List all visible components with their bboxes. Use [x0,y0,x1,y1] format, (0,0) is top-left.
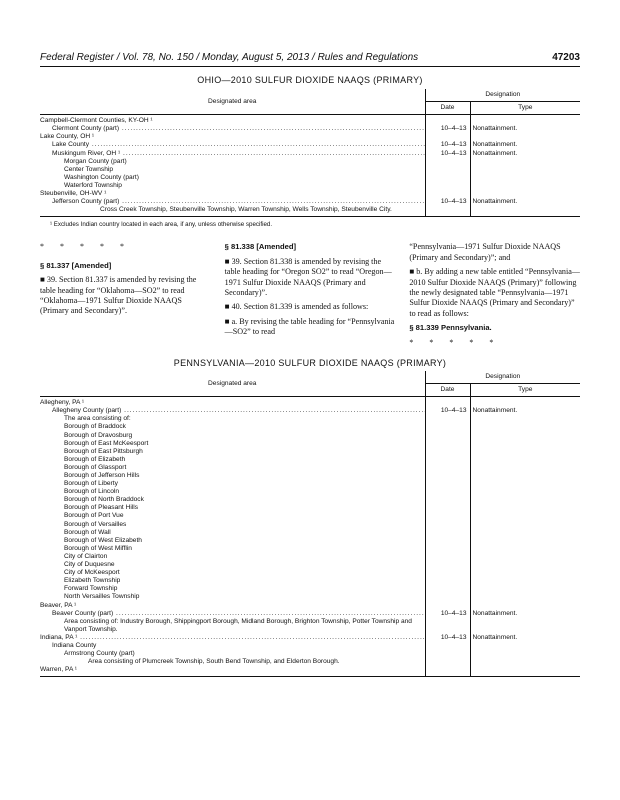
area-text: Area consisting of: Industry Borough, Shippingport Borough, Midland Borough, Brighton Township, Potter Township and Vanport Township. [64,617,412,633]
cell-area [40,432,425,440]
cell-type [470,569,580,577]
cell-area [40,642,425,650]
table-row [40,182,580,190]
cell-type: Nonattainment. [472,125,518,133]
cell-date [425,666,470,677]
table-row [40,602,580,610]
area-text: Allegheny County (part) ..... [52,407,425,414]
area-text: Borough of Pleasant Hills [64,504,139,512]
area-text: Indiana County [52,641,97,649]
cell-type [470,190,580,198]
cell-date: 10–4–13 [425,150,470,158]
cell-type [470,158,580,166]
cell-type [470,397,580,408]
col-header-type: Type [470,102,580,115]
cell-area [40,602,425,610]
cell-type [470,472,580,480]
cell-date [425,158,470,166]
cell-date [425,504,470,512]
cell-type [470,666,580,677]
cell-date [425,440,470,448]
area-text: Borough of Glassport [64,463,127,471]
cell-area [40,456,425,464]
amendment-paragraph: ■ a. By revising the table heading for “Pennsylvania—SO2” to read [224,316,395,337]
cell-type [470,602,580,610]
cell-date: 10–4–13 [425,125,470,133]
cell-area [40,133,425,141]
cell-date: 10–4–13 [425,407,470,415]
cell-type: Nonattainment. [472,633,518,641]
cell-area [40,190,425,198]
cell-date [425,537,470,545]
area-text: Center Township [64,165,113,173]
area-text: Muskingum River, OH ¹ ..... [52,150,425,157]
cell-date [425,115,470,126]
cell-type [470,174,580,182]
area-text: Borough of Dravosburg [64,431,133,439]
col-header-type: Type [470,384,580,397]
cell-area [40,537,425,545]
cell-date [425,397,470,408]
area-text: Borough of East Pittsburgh [64,447,143,455]
table-row [40,397,580,408]
cell-date [425,593,470,601]
table-row [40,642,580,650]
cell-date [425,480,470,488]
area-text: Armstrong County (part) [64,650,135,658]
cell-date [425,512,470,520]
cell-area [40,553,425,561]
cell-area [40,397,425,408]
col-header-designation: Designation [425,371,580,384]
cell-type [470,504,580,512]
table-row [40,569,580,577]
cell-area [40,618,425,634]
cell-date [425,553,470,561]
table-row [40,553,580,561]
cell-area [40,521,425,529]
table-row [40,512,580,520]
cell-area [40,166,425,174]
cell-type [470,545,580,553]
area-text: Borough of Liberty [64,480,118,488]
table-row [40,115,580,126]
area-text: North Versailles Township [64,593,140,601]
text-columns [40,242,580,352]
area-text: Borough of East McKeesport [64,439,149,447]
cell-area [40,610,425,618]
cell-type [470,423,580,431]
pennsylvania-table-body [40,397,580,677]
cell-area [40,158,425,166]
cell-date: 10–4–13 [425,198,470,206]
area-text: Forward Township [64,585,118,593]
amendment-paragraph: ■ 39. Section 81.338 is amended by revising the table heading for “Oregon SO2” to read “Oregon—1971 Sulfur Dioxide NAAQS (Primary and Secondary)”. [224,256,392,297]
area-text: Beaver, PA ¹ [40,601,77,609]
cell-area [40,577,425,585]
cell-type [470,561,580,569]
table-row [40,529,580,537]
cell-date [425,133,470,141]
cell-area [40,496,425,504]
table-row [40,448,580,456]
cell-date [425,166,470,174]
cell-type [470,464,580,472]
cell-type [470,521,580,529]
section-heading-81-338: § 81.338 [Amended] [224,242,296,252]
cell-type [470,488,580,496]
cell-type [470,512,580,520]
col-header-date: Date [425,384,470,397]
table-row [40,545,580,553]
area-text: Borough of West Elizabeth [64,536,142,544]
cell-area [40,480,425,488]
area-text: City of Clairton [64,552,108,560]
cell-date [425,496,470,504]
ellipsis-stars: * * * * * [40,242,131,252]
cell-date [425,432,470,440]
area-text: Borough of North Braddock [64,496,144,504]
cell-date: 10–4–13 [425,634,470,642]
table-row [40,634,580,642]
table-row [40,480,580,488]
cell-date [425,423,470,431]
area-text: Borough of Port Vue [64,512,124,520]
table-row [40,666,580,677]
table-row [40,618,580,634]
area-text: Indiana, PA ¹ ..... [40,634,425,641]
cell-area [40,440,425,448]
cell-area [40,174,425,182]
cell-area [40,658,425,666]
cell-area [40,666,425,677]
area-text: Lake County ..... [52,141,425,148]
area-text: Clermont County (part) ..... [52,125,425,132]
table2-title: PENNSYLVANIA—2010 SULFUR DIOXIDE NAAQS (PRIMARY) [173,357,447,368]
cell-date [425,585,470,593]
cell-date [425,415,470,423]
area-text: Elizabeth Township [64,577,121,585]
cell-area [40,423,425,431]
cell-type [470,115,580,126]
table-row [40,521,580,529]
cell-type: Nonattainment. [472,609,518,617]
area-text: Campbell-Clermont Counties, KY-OH ¹ [40,117,153,125]
area-text: Morgan County (part) [64,157,127,165]
table-row [40,577,580,585]
ellipsis-stars: * * * * * [409,337,501,347]
cell-date [425,569,470,577]
table-row [40,464,580,472]
table-row [40,585,580,593]
cell-area [40,488,425,496]
col-header-date: Date [425,102,470,115]
ohio-table [40,89,580,217]
table-row [40,658,580,666]
cell-date [425,561,470,569]
table-row [40,415,580,423]
area-text: Borough of Lincoln [64,488,119,496]
cell-date [425,577,470,585]
cell-area [40,634,425,642]
cell-type [470,650,580,658]
table-row [40,423,580,431]
ohio-table-body [40,115,580,217]
cell-date [425,182,470,190]
col-header-designation: Designation [425,89,580,102]
cell-area [40,115,425,126]
cell-area [40,182,425,190]
cell-type [470,585,580,593]
area-text: Steubenville, OH-WV ¹ [40,190,107,198]
cell-area [40,407,425,415]
cell-area [40,141,425,149]
table-row [40,190,580,198]
table-row [40,472,580,480]
area-text: Area consisting of Plumcreek Township, South Bend Township, and Elderton Borough. [88,658,340,666]
table-row [40,150,580,158]
col-header-area: Designated area [40,89,425,115]
table-row [40,133,580,141]
cell-type [470,577,580,585]
area-text: Beaver County (part) ..... [52,610,425,617]
cell-date [425,618,470,634]
area-text: Warren, PA ¹ [40,666,78,674]
amendment-paragraph: “Pennsylvania—1971 Sulfur Dioxide NAAQS (Primary and Secondary)”; and [409,242,561,262]
cell-type [470,448,580,456]
cell-date [425,448,470,456]
area-text: Allegheny, PA ¹ [40,399,85,407]
cell-date [425,545,470,553]
cell-date [425,650,470,658]
table-row [40,496,580,504]
journal-line: Federal Register / Vol. 78, No. 150 / Monday, August 5, 2013 / Rules and Regulations [40,52,419,63]
area-text: Borough of Braddock [64,423,126,431]
cell-date [425,521,470,529]
text-column-1 [40,242,211,352]
cell-type [470,166,580,174]
cell-date: 10–4–13 [425,610,470,618]
table-row [40,610,580,618]
area-text: City of Duquesne [64,561,115,569]
cell-area [40,569,425,577]
cell-date [425,456,470,464]
page-number: 47203 [552,52,580,63]
cell-date [425,464,470,472]
table-row [40,561,580,569]
col-header-area: Designated area [40,371,425,397]
table-row [40,166,580,174]
table-row [40,440,580,448]
table-row [40,488,580,496]
table-row [40,537,580,545]
table-row [40,198,580,206]
cell-type [470,440,580,448]
cell-area [40,512,425,520]
cell-area [40,198,425,206]
table-row [40,206,580,217]
cell-type [470,658,580,666]
page-header [40,52,580,67]
area-text: Borough of Wall [64,528,111,536]
area-text: Washington County (part) [64,173,139,181]
area-text: Jefferson County (part) ..... [52,198,425,205]
table1-footnote: ¹ Excludes Indian country located in each area, if any, unless otherwise specified. [50,221,273,229]
amendment-paragraph: ■ b. By adding a new table entitled “Pennsylvania—2010 Sulfur Dioxide NAAQS (Primary)” following the newly designated table “Pennsylvania—1971 Sulfur Dioxide NAAQS (Primary and Secondary)” to read as follows: [409,267,580,318]
table-row [40,158,580,166]
cell-date [425,642,470,650]
cell-type [470,432,580,440]
cell-type [470,496,580,504]
cell-type [470,456,580,464]
table-row [40,174,580,182]
document-page [40,52,580,677]
cell-date [425,658,470,666]
cell-type [470,182,580,190]
section-heading-81-339: § 81.339 Pennsylvania. [409,323,492,333]
table-row [40,593,580,601]
amendment-paragraph: ■ 40. Section 81.339 is amended as follows: [224,302,369,312]
cell-area [40,125,425,133]
table-row [40,504,580,512]
area-text: Waterford Township [64,181,122,189]
cell-date [425,174,470,182]
cell-area [40,206,425,217]
area-text: Lake County, OH ¹ [40,133,95,141]
pennsylvania-table [40,371,580,677]
cell-type [470,415,580,423]
area-text: Borough of Versailles [64,520,127,528]
cell-area [40,448,425,456]
cell-area [40,561,425,569]
cell-date [425,529,470,537]
text-column-2 [225,242,396,352]
cell-type [470,206,580,217]
area-text: Borough of Elizabeth [64,455,126,463]
cell-type: Nonattainment. [472,198,518,206]
cell-area [40,415,425,423]
cell-type [470,537,580,545]
area-text: Borough of Jefferson Hills [64,472,140,479]
cell-type [470,642,580,650]
cell-type: Nonattainment. [472,149,518,157]
cell-area [40,150,425,158]
cell-type [470,618,580,634]
cell-area [40,545,425,553]
area-text: The area consisting of: [64,415,131,423]
cell-area [40,472,425,480]
cell-date [425,602,470,610]
cell-type [470,480,580,488]
cell-type [470,529,580,537]
cell-area [40,529,425,537]
table-row [40,650,580,658]
table1-title: OHIO—2010 SULFUR DIOXIDE NAAQS (PRIMARY) [197,75,423,85]
cell-area [40,593,425,601]
area-text: Borough of West Mifflin [64,544,132,552]
table-row [40,456,580,464]
cell-area [40,585,425,593]
table-row [40,125,580,133]
cell-date: 10–4–13 [425,141,470,149]
cell-type [470,593,580,601]
cell-date [425,206,470,217]
table-row [40,432,580,440]
cell-type [470,553,580,561]
text-column-3 [409,242,580,352]
cell-area [40,650,425,658]
cell-date [425,472,470,480]
section-heading-81-337: § 81.337 [Amended] [40,260,112,270]
area-text: Cross Creek Township, Steubenville Township, Warren Township, Wells Township, Steubenville City. [100,206,392,214]
cell-area [40,504,425,512]
cell-area [40,464,425,472]
area-text: City of McKeesport [64,569,120,577]
cell-date [425,488,470,496]
table-row [40,141,580,149]
table-row [40,407,580,415]
cell-type [470,133,580,141]
cell-date [425,190,470,198]
cell-type: Nonattainment. [472,141,518,149]
cell-type: Nonattainment. [472,407,518,415]
amendment-paragraph: ■ 39. Section 81.337 is amended by revising the table heading for “Oklahoma—SO2” to read “Oklahoma—1971 Sulfur Dioxide NAAQS (Primary and Secondary)”. [40,275,197,316]
